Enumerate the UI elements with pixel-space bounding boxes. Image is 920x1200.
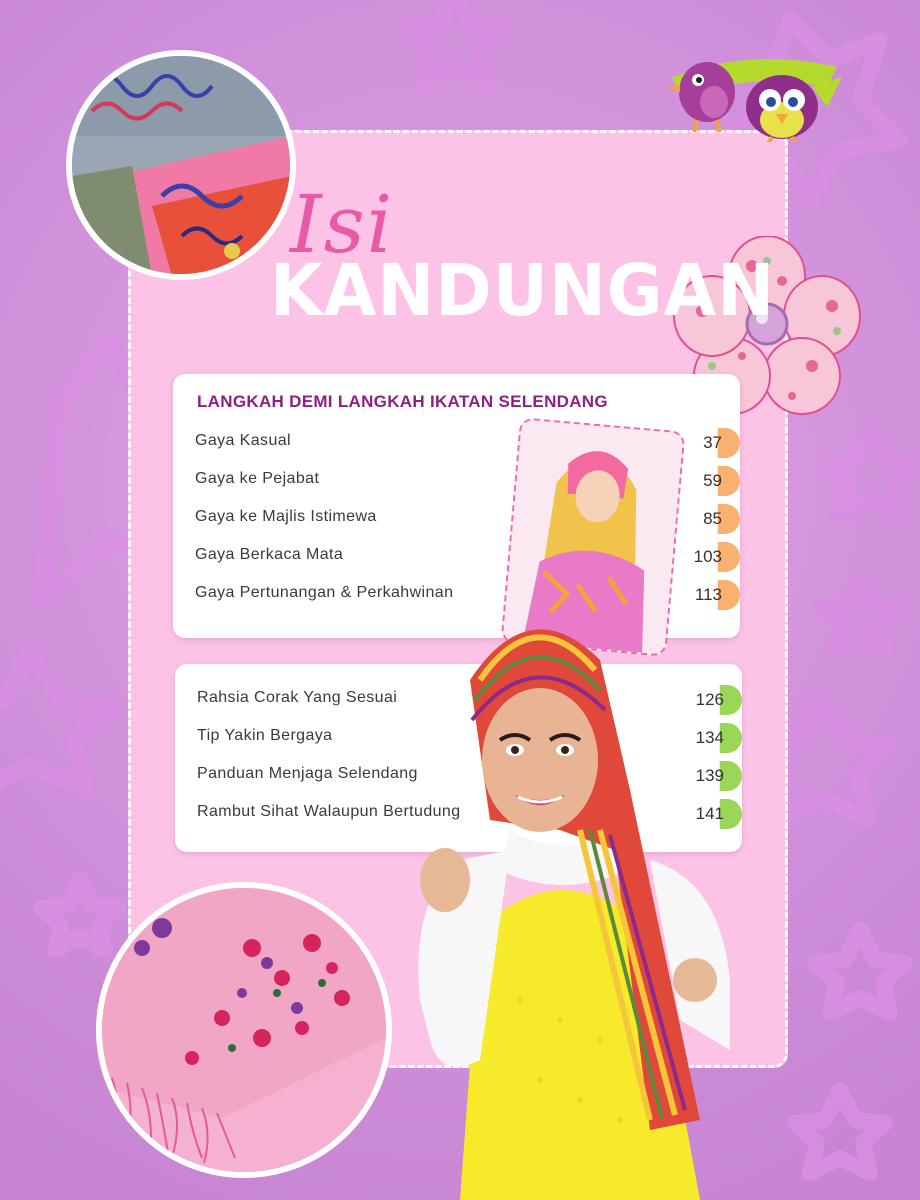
- toc-label: Rambut Sihat Walaupun Bertudung: [197, 803, 461, 820]
- star-icon: [405, 0, 505, 85]
- title-script: Isi: [290, 178, 395, 271]
- model-photo-large: [400, 600, 760, 1200]
- toc-page-number: 139: [692, 761, 742, 791]
- star-icon: [825, 430, 915, 515]
- toc-page-number: 37: [690, 428, 740, 458]
- toc-page-number: 85: [690, 504, 740, 534]
- scarf-photo-circle: [66, 50, 296, 280]
- toc-page-number: 113: [690, 580, 740, 610]
- star-icon: [42, 880, 118, 950]
- toc-page-number: 103: [690, 542, 740, 572]
- star-icon: [815, 930, 905, 1013]
- toc-label: Gaya Pertunangan & Perkahwinan: [195, 584, 454, 601]
- toc-page-number: 141: [692, 799, 742, 829]
- page-title: KANDUNGAN: [270, 250, 776, 333]
- section-heading: LANGKAH DEMI LANGKAH IKATAN SELENDANG: [197, 392, 608, 411]
- toc-label: Tip Yakin Bergaya: [197, 727, 333, 744]
- toc-label: Gaya ke Pejabat: [195, 470, 320, 487]
- toc-label: Panduan Menjaga Selendang: [197, 765, 418, 782]
- star-icon: [822, 580, 898, 650]
- toc-label: Rahsia Corak Yang Sesuai: [197, 689, 398, 706]
- toc-page-number: 134: [692, 723, 742, 753]
- star-icon: [0, 650, 110, 790]
- star-icon: [795, 1090, 885, 1173]
- floral-scarf-photo-circle: [96, 882, 392, 1178]
- toc-label: Gaya Kasual: [195, 432, 292, 449]
- bird-mascot-icon: [662, 32, 847, 142]
- toc-label: Gaya Berkaca Mata: [195, 546, 344, 563]
- toc-page-number: 59: [690, 466, 740, 496]
- toc-page-number: 126: [692, 685, 742, 715]
- toc-label: Gaya ke Majlis Istimewa: [195, 508, 377, 525]
